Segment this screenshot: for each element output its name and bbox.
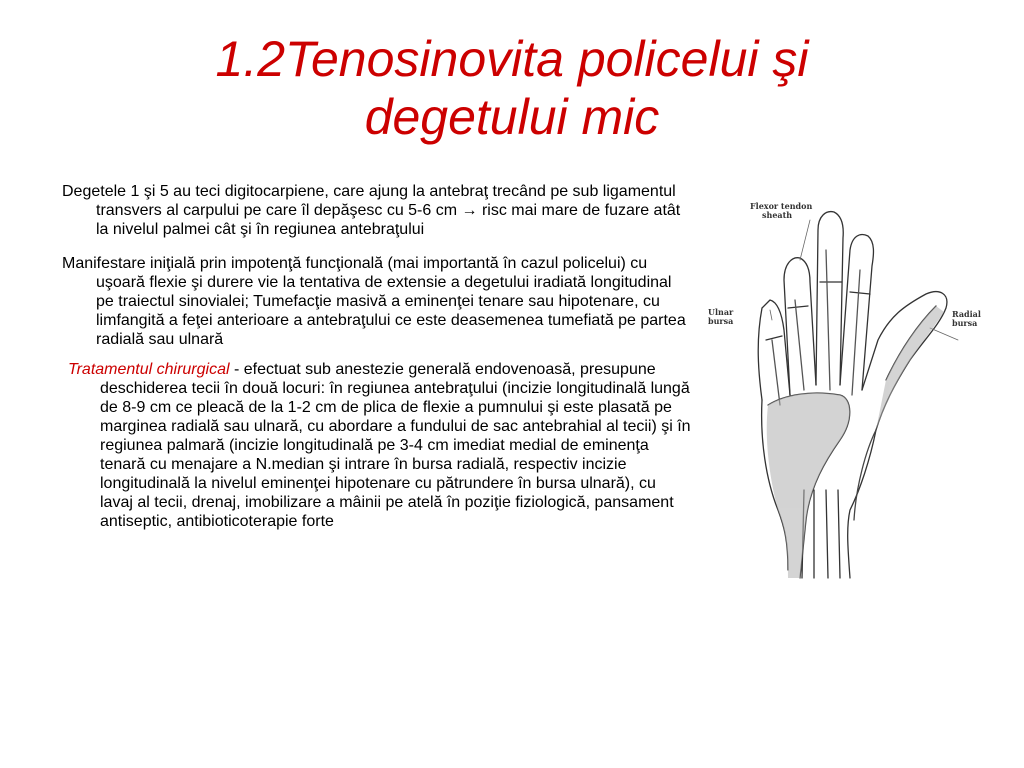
hand-anatomy-figure bbox=[700, 190, 1000, 580]
flexor-tendon-sheath-label: Flexor tendon sheath bbox=[750, 201, 813, 220]
treatment-heading: Tratamentul chirurgical bbox=[68, 361, 230, 378]
ulnar-bursa-label: Ulnar bursa bbox=[708, 307, 734, 326]
paragraph-treatment bbox=[62, 360, 692, 531]
treatment-text: - efectuat sub anestezie generală endovenoasă, presupune deschiderea tecii în două locuri: în regiunea antebraţului (incizie longitudinală lungă de 8-9 cm ce pleacă de la 1-2 cm de plica de flexie a pumnului şi este plasată pe marginea radială sau ulnară, cu abordare a fundului de sac antebrahial al tecii) şi în regiunea palmară (incizie longitudinală pe 3-4 cm imediat medial de eminenţa tenară cu menajare a N.median şi intrare în bursa radială, respectiv incizie longitudinală la nivelul eminenţei hipotenare cu pătrundere în bursa ulnară), cu lavaj al tecii, drenaj, imobilizare a mâinii pe atelă în poziţie fiziologică, pansament antiseptic, antibioticoterapie forte bbox=[100, 361, 691, 530]
paragraph-symptoms: Manifestare iniţială prin impotenţă funcţională (mai importantă în cazul policelui) cu uşoară flexie şi durere vie la tentativa de extensie a degetului iradiată longitudinal pe traiectul sinovialei; Tumefacţie masivă a eminenţei tenare sau hipotenare, cu limfangită a feţei anterioare a antebraţului ce este deasemenea tumefiată pe partea radială sau ulnară bbox=[62, 255, 686, 348]
paragraph-anatomy: Degetele 1 şi 5 au teci digitocarpiene, care ajung la antebraţ trecând pe sub ligamentul transvers al carpului pe care îl depăşesc cu 5-6 cm → risc mai mare de fuzare atât la nivelul palmei cât şi în regiunea antebraţului bbox=[62, 183, 681, 238]
slide-title: 1.2Tenosinovita policelui şi degetului mic bbox=[215, 31, 809, 145]
radial-bursa-label: Radial bursa bbox=[952, 309, 981, 328]
hand-illustration bbox=[700, 190, 1000, 580]
body-text bbox=[62, 182, 692, 546]
